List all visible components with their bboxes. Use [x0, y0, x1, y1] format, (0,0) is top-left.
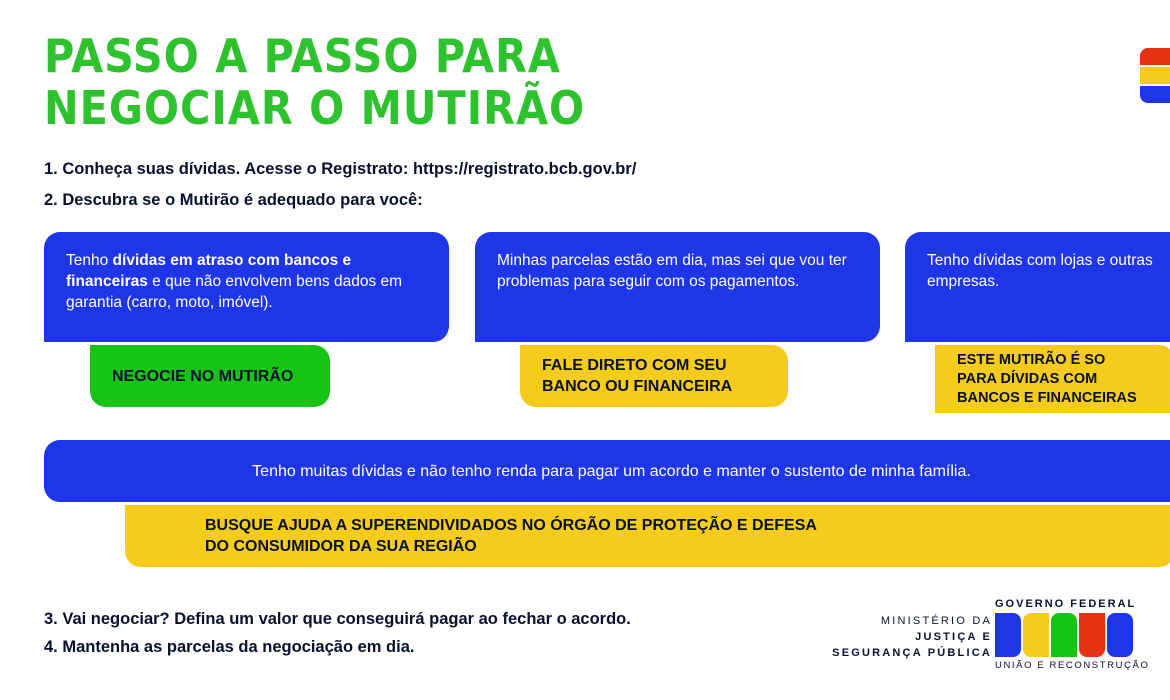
step-3-text: 3. Vai negociar? Defina um valor que conseguirá pagar ao fechar o acordo.	[44, 610, 631, 628]
answer-este-mutirao-so-bancos	[935, 345, 1170, 413]
ministry-line-2: JUSTIÇA E	[915, 631, 992, 643]
answer-busque-line-2: DO CONSUMIDOR DA SUA REGIÃO	[205, 538, 477, 555]
brasil-block-blue	[995, 613, 1021, 657]
answer-negocie-no-mutirao	[90, 345, 330, 407]
uniao-reconstrucao-label: UNIÃO E RECONSTRUÇÃO	[995, 660, 1150, 671]
card-parcelas-em-dia	[475, 232, 880, 342]
answer-negocie-label: NEGOCIE NO MUTIRÃO	[112, 367, 294, 385]
answer-fale-line-1: FALE DIRETO COM SEU	[542, 357, 727, 374]
card-lojas-outras-empresas	[905, 232, 1170, 342]
corner-stripe-yellow	[1140, 67, 1170, 84]
brasil-block-blue-2	[1107, 613, 1133, 657]
card-muitas-dividas	[44, 440, 1170, 502]
brasil-flag-corner-icon	[1140, 48, 1170, 104]
card-wide-text: Tenho muitas dívidas e não tenho renda para pagar um acordo e manter o sustento de minha família.	[252, 462, 971, 480]
corner-stripe-blue	[1140, 86, 1170, 103]
answer-este-line-2: PARA DÍVIDAS COM	[957, 370, 1098, 387]
answer-este-line-3: BANCOS E FINANCEIRAS	[957, 389, 1137, 406]
card-3-text: Tenho dívidas com lojas e outras empresas.	[927, 252, 1153, 290]
card-1-text-bold: dívidas em atraso com bancos e financeiras	[66, 252, 352, 290]
answer-busque-line-1: BUSQUE AJUDA A SUPERENDIVIDADOS NO ÓRGÃO DE PROTEÇÃO E DEFESA	[205, 517, 817, 534]
ministry-line-3: SEGURANÇA PÚBLICA	[832, 647, 992, 659]
ministry-logo	[832, 613, 992, 661]
corner-stripe-red	[1140, 48, 1170, 65]
page-title	[44, 30, 744, 134]
card-1-text-post: e que não envolvem bens dados em garantia (carro, moto, imóvel).	[66, 273, 403, 311]
card-dividas-atraso	[44, 232, 449, 342]
governo-federal-label: GOVERNO FEDERAL	[995, 598, 1137, 610]
step-1-text: 1. Conheça suas dívidas. Acesse o Registrato: https://registrato.bcb.gov.br/	[44, 160, 637, 178]
answer-este-line-1: ESTE MUTIRÃO É SO	[957, 351, 1106, 368]
brasil-block-green	[1051, 613, 1077, 657]
step-2-text: 2. Descubra se o Mutirão é adequado para você:	[44, 191, 423, 209]
answer-fale-line-2: BANCO OU FINANCEIRA	[542, 378, 733, 395]
card-2-text: Minhas parcelas estão em dia, mas sei que vou ter problemas para seguir com os pagamentos.	[497, 252, 847, 290]
page-title-line-1: PASSO A PASSO PARA	[44, 29, 561, 83]
answer-busque-ajuda-superendividados	[125, 505, 1170, 567]
card-1-text-pre: Tenho	[66, 252, 113, 269]
brasil-block-red	[1079, 613, 1105, 657]
brasil-wordmark-icon	[995, 613, 1133, 657]
page-title-line-2: NEGOCIAR O MUTIRÃO	[44, 81, 586, 135]
brasil-block-yellow	[1023, 613, 1049, 657]
governo-federal-logo	[995, 598, 1170, 671]
answer-fale-direto-banco	[520, 345, 788, 407]
step-4-text: 4. Mantenha as parcelas da negociação em dia.	[44, 638, 415, 656]
ministry-line-1: MINISTÉRIO DA	[880, 615, 992, 627]
